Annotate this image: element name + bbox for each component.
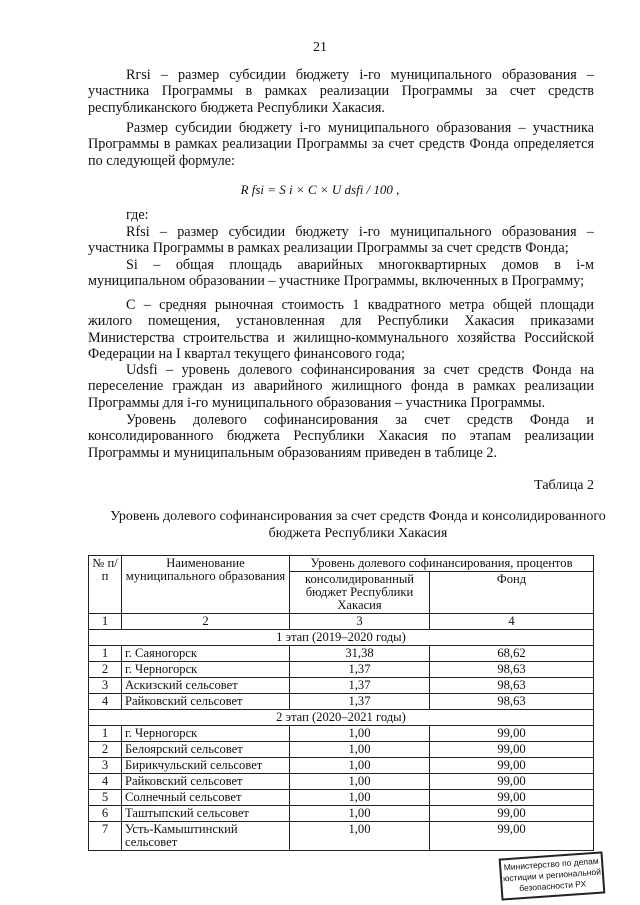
- col-num: 3: [290, 614, 430, 630]
- header-budget: консолидированный бюджет Республики Хакасия: [290, 572, 430, 614]
- table-row: [89, 662, 594, 678]
- row-fund: 98,63: [430, 694, 594, 710]
- table-row: [89, 758, 594, 774]
- stage-2-header: 2 этап (2020–2021 годы): [89, 710, 594, 726]
- row-fund: 99,00: [430, 726, 594, 742]
- row-name: Солнечный сельсовет: [122, 790, 290, 806]
- row-budget: 1,00: [290, 726, 430, 742]
- paragraph-si: Si – общая площадь аварийных многоквартирных домов в i-м муниципальном образовании – участнике Программы, включенных в Программу;: [88, 257, 594, 290]
- row-fund: 99,00: [430, 822, 594, 851]
- paragraph-formula-intro: Размер субсидии бюджету i-го муниципального образования – участника Программы в рамках реализации Программы за счет средств Фонда определяется по следующей формуле:: [88, 120, 594, 169]
- col-num: 4: [430, 614, 594, 630]
- row-name: г. Черногорск: [122, 662, 290, 678]
- row-name: Таштыпский сельсовет: [122, 806, 290, 822]
- row-num: 7: [89, 822, 122, 851]
- row-fund: 98,63: [430, 678, 594, 694]
- row-budget: 1,37: [290, 678, 430, 694]
- row-num: 2: [89, 662, 122, 678]
- row-name: Белоярский сельсовет: [122, 742, 290, 758]
- row-name: Аскизский сельсовет: [122, 678, 290, 694]
- table-row: [89, 790, 594, 806]
- paragraph-rrsi: Rгsi – размер субсидии бюджету i-го муниципального образования – участника Программы в рамках реализации Программы за счет средств республиканского бюджета Республики Хакасия.: [88, 67, 594, 116]
- paragraph-where: где:: [126, 207, 149, 223]
- row-num: 5: [89, 790, 122, 806]
- row-fund: 99,00: [430, 742, 594, 758]
- row-fund: 99,00: [430, 758, 594, 774]
- row-budget: 31,38: [290, 646, 430, 662]
- table-row: [89, 822, 594, 851]
- row-fund: 99,00: [430, 774, 594, 790]
- row-budget: 1,37: [290, 662, 430, 678]
- paragraph-rfsi: Rfsi – размер субсидии бюджету i-го муниципального образования – участника Программы в рамках реализации Программы за счет средств Фонда;: [88, 224, 594, 257]
- col-num: 1: [89, 614, 122, 630]
- cofinancing-table: [88, 555, 594, 851]
- paragraph-udsfi: Udsfi – уровень долевого софинансирования за счет средств Фонда на переселение граждан из аварийного жилищного фонда в рамках реализации Программы для i-го муниципального образования – участника Программы.: [88, 362, 594, 411]
- row-budget: 1,00: [290, 774, 430, 790]
- table-label: Таблица 2: [534, 478, 594, 493]
- row-fund: 98,63: [430, 662, 594, 678]
- stage-1-header: 1 этап (2019–2020 годы): [89, 630, 594, 646]
- row-num: 3: [89, 758, 122, 774]
- row-fund: 99,00: [430, 790, 594, 806]
- table-row: [89, 678, 594, 694]
- row-name: Райковский сельсовет: [122, 774, 290, 790]
- paragraph-table-ref: Уровень долевого софинансирования за счет средств Фонда и консолидированного бюджета Республики Хакасия по этапам реализации Программы и муниципальным образованиям приведен в таблице 2.: [88, 412, 594, 461]
- table-row: [89, 774, 594, 790]
- row-num: 6: [89, 806, 122, 822]
- row-fund: 99,00: [430, 806, 594, 822]
- row-name: г. Черногорск: [122, 726, 290, 742]
- header-level: Уровень долевого софинансирования, процентов: [290, 556, 594, 572]
- row-name: Райковский сельсовет: [122, 694, 290, 710]
- header-num: № п/п: [89, 556, 122, 614]
- row-budget: 1,00: [290, 822, 430, 851]
- column-numbers-row: [89, 614, 594, 630]
- table-title: Уровень долевого софинансирования за счет средств Фонда и консолидированного бюджета Республики Хакасия: [110, 509, 606, 541]
- table-row: [89, 646, 594, 662]
- table-row: [89, 742, 594, 758]
- row-num: 3: [89, 678, 122, 694]
- row-budget: 1,37: [290, 694, 430, 710]
- page-number: 21: [313, 40, 327, 55]
- row-num: 1: [89, 726, 122, 742]
- row-fund: 68,62: [430, 646, 594, 662]
- row-num: 4: [89, 694, 122, 710]
- row-name: Бирикчульский сельсовет: [122, 758, 290, 774]
- header-name: Наименование муниципального образования: [122, 556, 290, 614]
- row-budget: 1,00: [290, 790, 430, 806]
- row-name: г. Саяногорск: [122, 646, 290, 662]
- row-budget: 1,00: [290, 742, 430, 758]
- row-budget: 1,00: [290, 758, 430, 774]
- row-num: 4: [89, 774, 122, 790]
- row-num: 2: [89, 742, 122, 758]
- table-row: [89, 806, 594, 822]
- table-row: [89, 694, 594, 710]
- header-fund: Фонд: [430, 572, 594, 614]
- col-num: 2: [122, 614, 290, 630]
- formula: R fsi = S i × C × U dsfi / 100 ,: [240, 182, 400, 197]
- row-budget: 1,00: [290, 806, 430, 822]
- row-name: Усть-Камыштинский сельсовет: [122, 822, 290, 851]
- registration-stamp: Министерство по делам юстиции и региональной безопасности РХ: [499, 851, 606, 900]
- paragraph-c: С – средняя рыночная стоимость 1 квадратного метра общей площади жилого помещения, установленная для Республики Хакасия приказами Министерства строительства и жилищно-коммунального хозяйства Российской Федерации на I квартал текущего финансового года;: [88, 297, 594, 362]
- table-row: [89, 726, 594, 742]
- row-num: 1: [89, 646, 122, 662]
